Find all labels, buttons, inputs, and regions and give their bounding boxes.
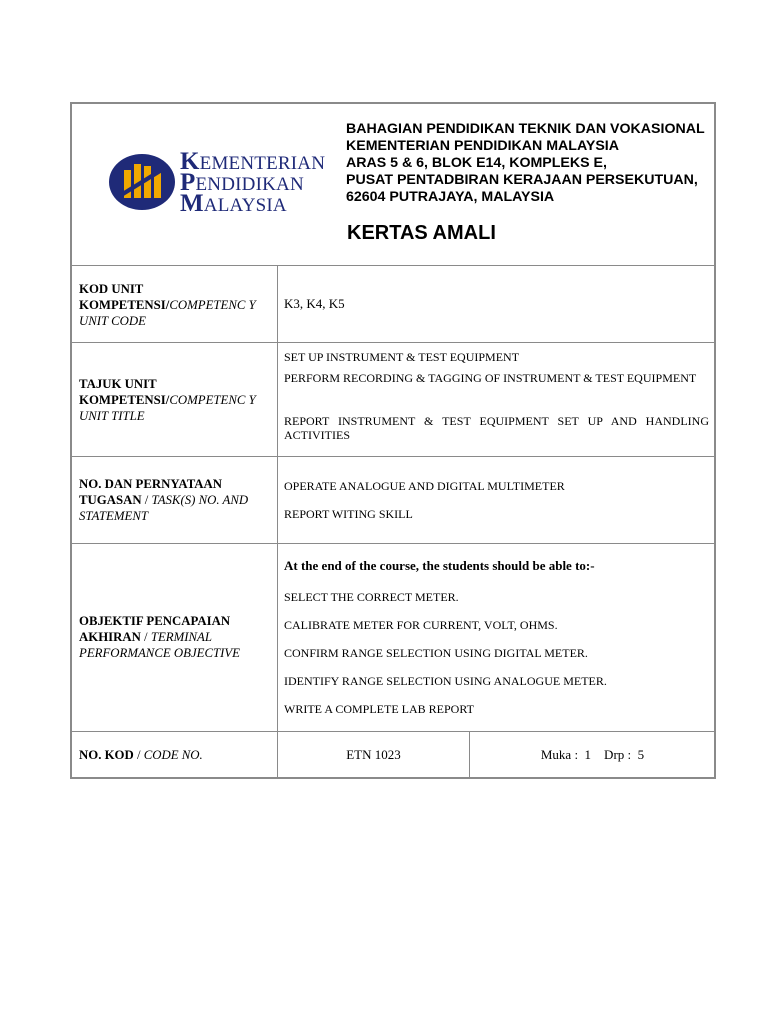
row-divider [70, 265, 716, 266]
unit-title-item: PERFORM RECORDING & TAGGING OF INSTRUMENT & TEST EQUIPMENT [284, 371, 697, 385]
unit-code-value: K3, K4, K5 [284, 296, 345, 311]
address-line: KEMENTERIAN PENDIDIKAN MALAYSIA [346, 138, 619, 154]
label-bold: OBJEKTIF PENCAPAIAN AKHIRAN [79, 614, 231, 644]
label-bold: KOD UNIT KOMPETENSI/ [79, 282, 170, 312]
objective-label: OBJEKTIF PENCAPAIAN AKHIRAN / TERMINAL PERFORMANCE OBJECTIVE [79, 614, 240, 660]
code-label: NO. KOD / CODE NO. [79, 748, 203, 762]
ministry-logo [108, 148, 340, 217]
logo-line-3: ALAYSIA [203, 195, 287, 216]
row-divider [70, 342, 716, 343]
objective-item: CALIBRATE METER FOR CURRENT, VOLT, OHMS. [284, 618, 558, 632]
label-bold: NO. DAN PERNYATAAN TUGASAN [79, 477, 223, 507]
objective-item: SELECT THE CORRECT METER. [284, 590, 459, 604]
institution-address [346, 121, 726, 206]
row-divider [70, 456, 716, 457]
label-bold: NO. KOD [79, 748, 134, 762]
document-title: KERTAS AMALI [347, 222, 496, 244]
label-italic: CODE NO. [143, 748, 203, 762]
task-item: REPORT WITING SKILL [284, 507, 413, 521]
unit-title-item: SET UP INSTRUMENT & TEST EQUIPMENT [284, 350, 520, 364]
code-value: ETN 1023 [346, 747, 401, 762]
unit-title-item: REPORT INSTRUMENT & TEST EQUIPMENT SET UP AND HANDLING ACTIVITIES [284, 414, 709, 442]
label-italic: TASK(S) NO. AND STATEMENT [79, 493, 249, 523]
row-divider [70, 731, 716, 732]
label-bold: TAJUK UNIT KOMPETENSI/ [79, 377, 170, 407]
label-italic: COMPETENC Y UNIT CODE [79, 298, 256, 328]
objective-item: WRITE A COMPLETE LAB REPORT [284, 702, 474, 716]
logo-emblem-icon [108, 152, 176, 212]
objective-item: CONFIRM RANGE SELECTION USING DIGITAL METER. [284, 646, 588, 660]
unit-title-label [79, 376, 269, 424]
unit-code-label [79, 281, 269, 329]
page-number: Muka : 1 Drp : 5 [540, 747, 645, 762]
logo-line-2: ENDIDIKAN [195, 174, 304, 195]
address-line: BAHAGIAN PENDIDIKAN TEKNIK DAN VOKASIONAL [346, 121, 705, 137]
label-italic: COMPETENC Y UNIT TITLE [79, 393, 256, 423]
task-item: OPERATE ANALOGUE AND DIGITAL MULTIMETER [284, 479, 565, 493]
objective-item: IDENTIFY RANGE SELECTION USING ANALOGUE METER. [284, 674, 607, 688]
address-line: PUSAT PENTADBIRAN KERAJAAN PERSEKUTUAN, [346, 172, 698, 188]
label-italic: TERMINAL PERFORMANCE OBJECTIVE [79, 630, 240, 660]
row-divider [70, 543, 716, 544]
task-label: NO. DAN PERNYATAAN TUGASAN / TASK(S) NO. AND STATEMENT [79, 477, 249, 523]
column-divider [277, 265, 278, 778]
address-line: ARAS 5 & 6, BLOK E14, KOMPLEKS E, [346, 155, 607, 171]
address-line: 62604 PUTRAJAYA, MALAYSIA [346, 189, 555, 205]
objective-intro: At the end of the course, the students should be able to:- [284, 558, 595, 573]
logo-wordmark: KEMENTERIAN PENDIDIKAN MALAYSIA [180, 148, 326, 217]
logo-line-1: EMENTERIAN [199, 153, 326, 174]
